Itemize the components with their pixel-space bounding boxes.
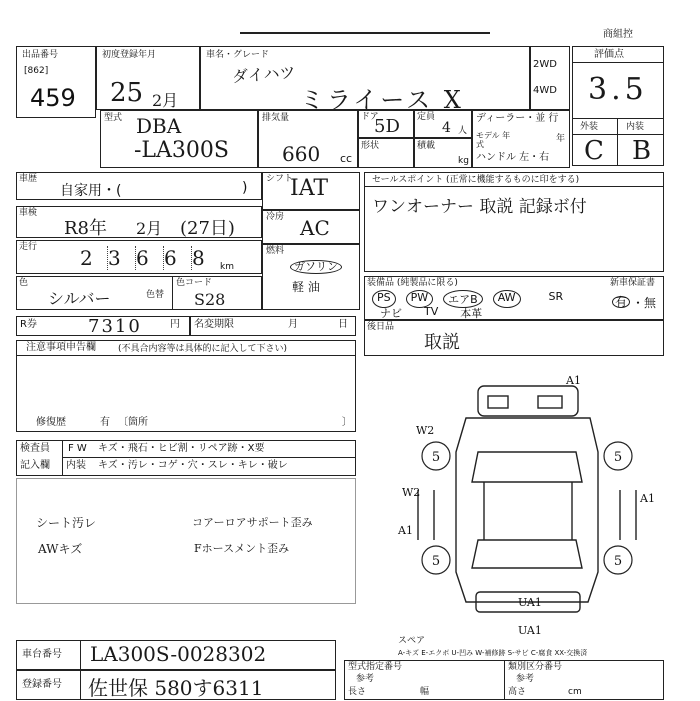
damage-mark: A1 [398,524,413,537]
capacity-unit: 人 [458,126,468,136]
tire-value-rl: 5 [431,554,441,569]
car-hood-panel [488,396,508,408]
shape-label: 形状 [361,141,380,151]
damage-mark: UA1 [518,624,542,637]
equip-navi[interactable]: ナビ [380,307,402,320]
plate-label: 登録番号 [22,679,62,690]
repair-label: 修復歴 [36,417,66,428]
footer-sub1: 参考 [356,674,375,684]
score-value: 3.5 [588,72,648,107]
inspector-note-right1: コアーロアサポート歪み [192,516,313,529]
displacement-label: 排気量 [262,113,290,123]
mileage-digit: 6 [164,246,192,270]
inspector-label2: 記入欄 [20,460,50,471]
inspector-label1: 検査員 [20,443,50,454]
footer-height: 高さ [508,687,527,697]
inspection-year: R8年 [64,218,108,239]
spare-label: スペア [398,636,426,646]
inspector-row2: キズ・汚レ・コゲ・穴・スレ・キレ・破レ [98,460,288,471]
repair-place: 〔箇所 [118,417,148,428]
shift-label: シフト [266,174,294,184]
equip-airbag[interactable]: エアB [443,290,483,308]
car-rear-window [472,540,582,568]
inspection-month: 2月 [136,219,163,238]
sales-point-box [364,172,664,272]
ext-label: 外装 [580,122,599,132]
fuel-petrol[interactable]: ガソリン [290,260,342,274]
new-warranty-label: 新車保証書 [610,278,656,288]
ac-value: AC [300,216,330,240]
score-label: 評価点 [594,49,624,60]
footer-box1: 型式指定番号 [348,662,403,672]
inspector-row1: キズ・飛石・ヒビ割・リペア跡・X要 [98,443,265,454]
sales-point-value: ワンオーナー 取説 記録ボ付 [372,197,587,217]
first-reg-year: 25 [110,78,144,108]
car-body-outline [456,418,598,602]
int-value: B [632,136,652,166]
damage-mark: A1 [640,492,655,505]
equip-ps[interactable]: PS [372,290,396,308]
postfit-label: 後日品 [367,322,395,332]
drive-4wd[interactable]: 4WD [533,85,557,96]
postfit-box [364,320,664,356]
damage-mark: A1 [566,374,581,387]
mileage-unit: km [220,262,234,272]
name-change-day: 日 [338,319,348,330]
inspector-note-right2: Fホースメント歪み [194,542,290,555]
car-grade-label: 車名・グレード [206,50,270,60]
footer-width: 幅 [420,687,430,697]
load-unit: kg [458,156,469,166]
trade-label: 商組控 [603,29,633,40]
car-damage-diagram [396,372,686,644]
repair-close: 〕 [342,417,352,428]
inspector-note-left2: AWキズ [38,542,83,556]
notes-hint: (不具合内容等は具体的に記入して下さい) [118,344,288,354]
ext-value: C [584,136,604,166]
load-label: 積載 [417,141,436,151]
plate-value: 佐世保 580す6311 [88,676,264,700]
model-year-label: モデル 年式 [476,131,511,149]
doors-value: 5D [374,116,400,137]
damage-mark: UA1 [518,596,542,609]
tire-value-fl: 5 [431,450,441,465]
footer-box2: 類別区分番号 [508,662,563,672]
lot-tag: [862] [24,66,49,76]
recycle-unit: 円 [170,319,180,330]
sales-point-label: セールスポイント (正常に機能するものに印をする) [372,175,580,185]
dealer-label[interactable]: ディーラー・並 行 [476,113,559,124]
capacity-value: 4 [442,120,451,136]
color-value: シルバー [48,289,111,308]
repair-value[interactable]: 有 [100,417,110,428]
color-code-label: 色コード [176,278,213,288]
color-label: 色 [19,278,29,288]
inspector-note-left1: シート汚レ [36,516,97,530]
drive-box [530,46,570,110]
equip-sr[interactable]: SR [548,290,564,303]
chassis-value: LA300S-0028302 [90,642,267,666]
warranty-yes[interactable]: 有 [612,296,630,308]
handle-label[interactable]: ハンドル 左・右 [476,152,550,163]
history-close: ) [242,180,248,196]
car-maker: ダイハツ [231,62,297,87]
color-change-label: 色替 [146,290,165,300]
mileage-digit: 8 [192,246,205,270]
mileage-digit: 6 [136,246,164,270]
capacity-label: 定員 [417,112,436,122]
doors-label: ドア [361,112,379,122]
first-reg-label: 初度登録年月 [102,50,157,60]
int-label: 内装 [626,122,645,132]
lot-label: 出品番号 [22,50,59,60]
model-code-label: 型式 [104,113,123,123]
equipment-label: 装備品 (純製品に限る) [367,278,458,288]
damage-mark: W2 [402,486,421,499]
postfit-value: 取説 [424,332,460,353]
car-roof-outline [478,386,578,416]
mileage-digit: 2 [80,246,108,270]
lot-number: 459 [30,84,76,112]
header-title [240,20,490,34]
inspector-row2-head: 内装 [66,460,86,471]
footer-sub1b: 参考 [516,674,535,684]
car-rear-panel [538,396,562,408]
car-windshield [472,452,582,482]
equip-pw[interactable]: PW [406,290,434,308]
fuel-diesel[interactable]: 軽 油 [292,280,320,294]
footer-length: 長さ [348,687,367,697]
shift-value: IAT [290,176,329,201]
color-code: S28 [194,290,226,309]
recycle-value: 7310 [88,316,142,337]
first-reg-month: 2月 [152,91,179,110]
warranty-no[interactable]: ・無 [632,296,657,310]
damage-mark: W2 [416,424,435,437]
tire-value-fr: 5 [613,450,623,465]
name-change-label: 名変期限 [194,319,234,330]
inspection-label: 車検 [19,208,38,218]
mileage-digits [80,246,219,270]
drive-2wd[interactable]: 2WD [533,59,557,70]
footer-cm: cm [568,687,582,697]
mileage-digit: 3 [108,246,136,270]
diagram-legend: A-キズ E-エクボ U-凹み W-補修跡 S-サビ C-腐食 XX-交換済 [398,649,588,657]
history-label: 車歴 [19,174,38,184]
fuel-label: 燃料 [266,246,285,256]
car-model: ミライース X [300,86,464,114]
model-year-suffix: 年 [556,134,566,144]
inspector-row1-head: F W [68,443,87,454]
equip-aw[interactable]: AW [493,290,521,308]
ac-label: 冷房 [266,212,285,222]
displacement-unit: cc [340,152,353,165]
name-change-month: 月 [288,319,298,330]
mileage-label: 走行 [19,242,38,252]
chassis-label: 車台番号 [22,649,62,660]
equipment-row2 [380,305,482,321]
notes-label: 注意事項申告欄 [26,342,96,353]
model-code-prefix: DBA [136,114,182,138]
equip-tv[interactable]: TV [424,305,439,318]
tire-value-rr: 5 [613,554,623,569]
history-value[interactable]: 自家用・( [60,183,122,199]
model-code-code: -LA300S [134,138,229,163]
recycle-label: R券 [20,319,37,330]
inspection-day: (27日) [180,218,235,239]
history-box [16,172,262,200]
displacement-value: 660 [282,142,321,166]
equip-leather[interactable]: 本革 [460,307,483,320]
